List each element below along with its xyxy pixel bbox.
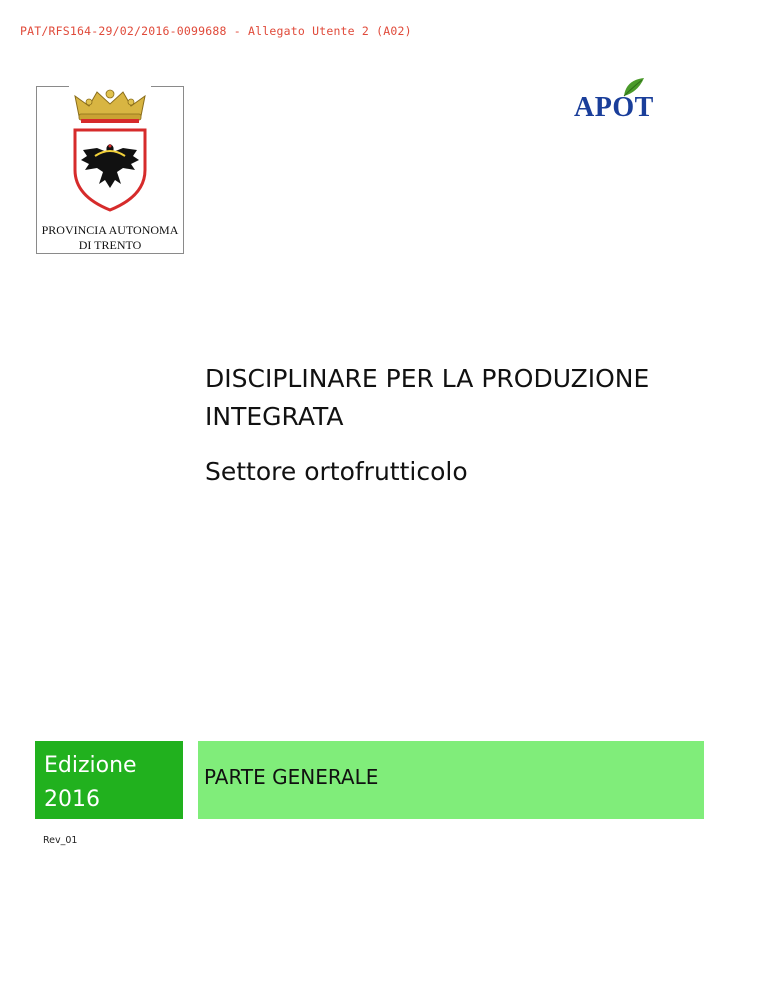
edition-label: Edizione [44,753,137,778]
protocol-stamp: PAT/RFS164-29/02/2016-0099688 - Allegato Utente 2 (A02) [20,24,412,38]
apot-logo: APOT [574,92,654,123]
document-title [205,360,725,436]
part-label: PARTE GENERALE [204,765,379,789]
provincia-logo [36,86,184,254]
provincia-name [37,223,183,253]
provincia-name-line1: PROVINCIA AUTONOMA [41,223,179,237]
edition-year: 2016 [44,787,100,812]
part-banner [198,741,704,819]
revision-label: Rev_01 [43,835,78,846]
document-title-line1: DISCIPLINARE PER LA PRODUZIONE [205,364,650,393]
document-subtitle: Settore ortofrutticolo [205,457,468,486]
provincia-name-line2: DI TRENTO [78,238,142,252]
edition-badge [35,741,183,819]
document-title-line2: INTEGRATA [205,402,344,431]
eagle-coat-of-arms-icon [67,88,153,218]
